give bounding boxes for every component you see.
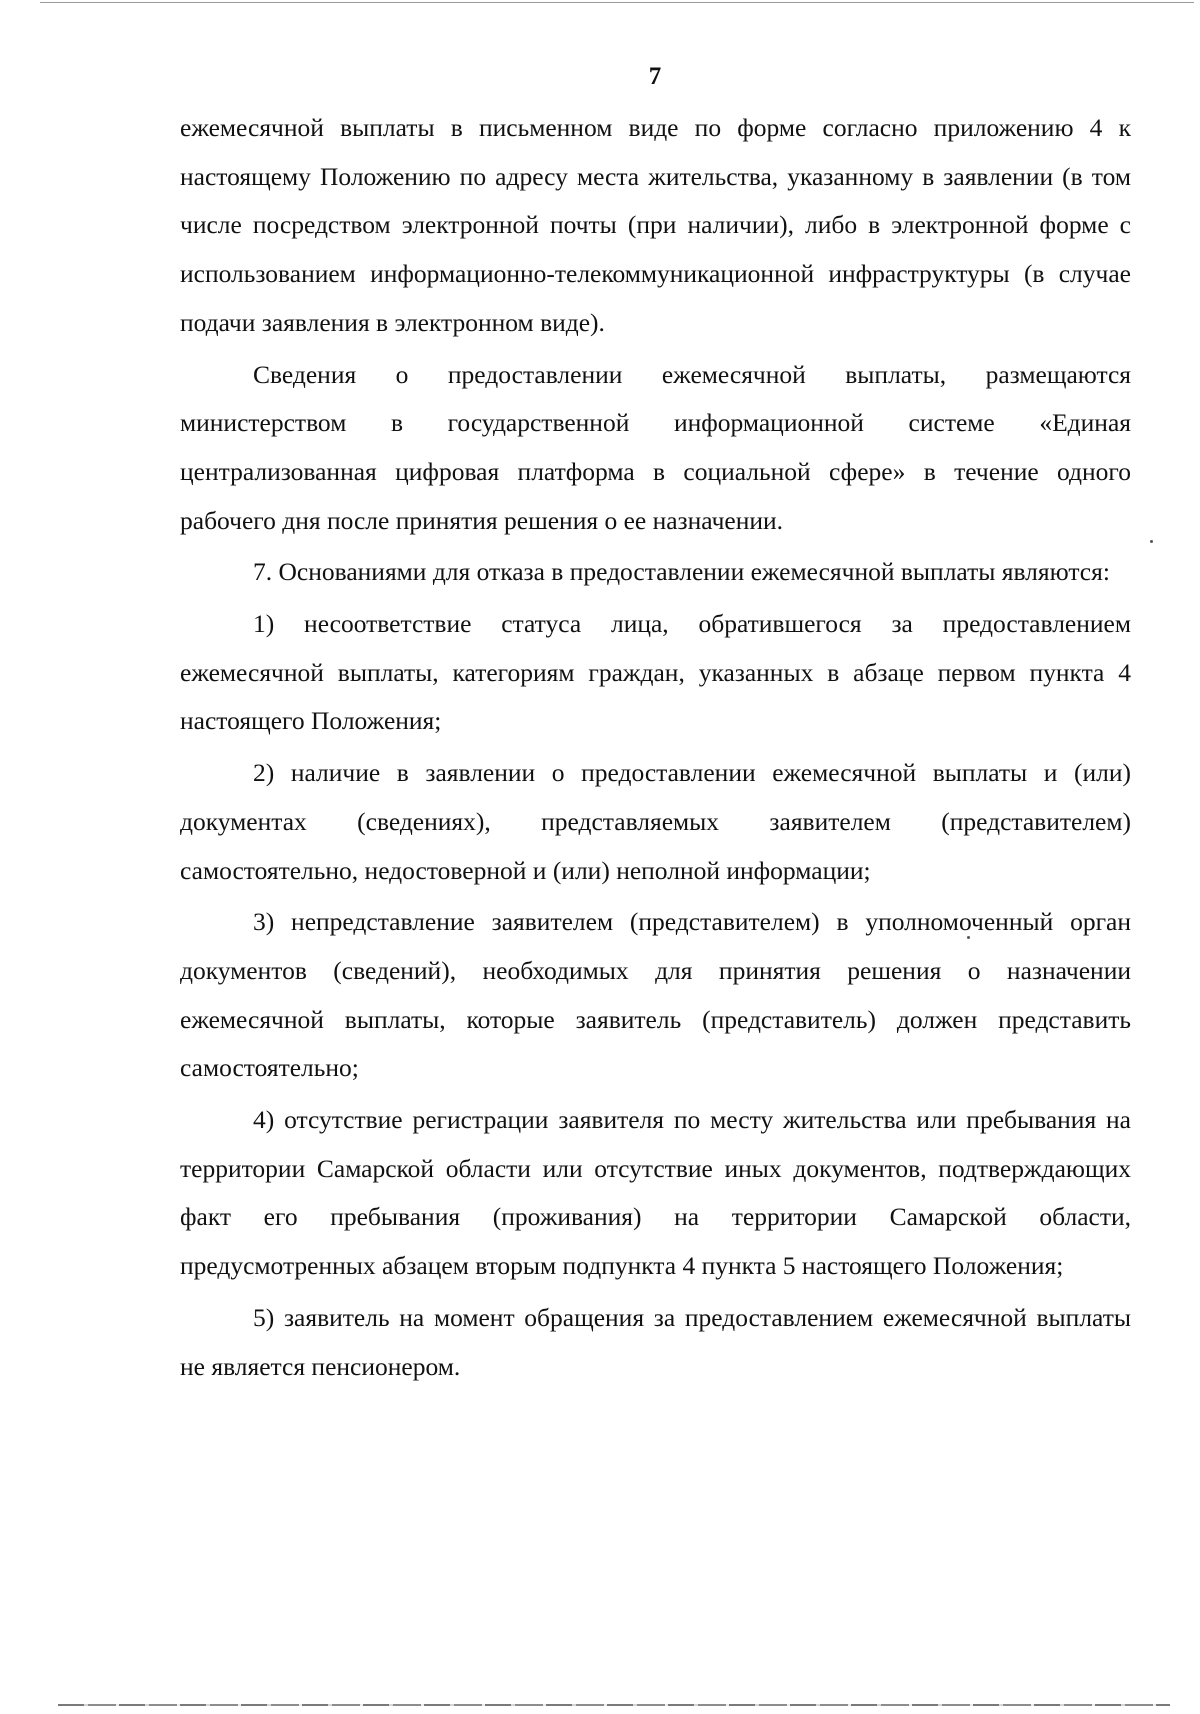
paragraph-information-placement: Сведения о предоставлении ежемесячной выплаты, размещаются министерством в государственной информационной системе «Единая централизованная цифровая платформа в социальной сфере» в течение одного рабочего дня после принятия решения о ее назначении. bbox=[180, 359, 1131, 535]
scan-edge-bottom bbox=[58, 1704, 1170, 1706]
paragraph-continuation: ежемесячной выплаты в письменном виде по форме согласно приложению 4 к настоящему Положению по адресу места жительства, указанному в заявлении (в том числе посредством электронной почты (при наличии), либо в электронной форме с использованием информационно-телекоммуникационной инфраструктуры (в случае подачи заявления в электронном виде). bbox=[180, 113, 1131, 337]
document-body bbox=[180, 104, 1131, 1394]
list-item-ground-5: 5) заявитель на момент обращения за предоставлением ежемесячной выплаты не является пенсионером. bbox=[180, 1302, 1131, 1381]
list-item-ground-1: 1) несоответствие статуса лица, обратившегося за предоставлением ежемесячной выплаты, категориям граждан, указанных в абзаце первом пункта 4 настоящего Положения; bbox=[180, 609, 1131, 736]
page-number: 7 bbox=[648, 63, 662, 90]
list-item-ground-4: 4) отсутствие регистрации заявителя по месту жительства или пребывания на территории Самарской области или отсутствие иных документов, подтверждающих факт его пребывания (проживания) на территории Самарской области, предусмотренных абзацем вторым подпункта 4 пункта 5 настоящего Положения; bbox=[180, 1105, 1131, 1281]
paragraph-refusal-grounds-heading: 7. Основаниями для отказа в предоставлении ежемесячной выплаты являются: bbox=[253, 557, 1110, 587]
list-item-ground-2: 2) наличие в заявлении о предоставлении ежемесячной выплаты и (или) документах (сведениях), представляемых заявителем (представителем) самостоятельно, недостоверной и (или) неполной информации; bbox=[180, 758, 1131, 885]
scan-edge-top bbox=[40, 2, 1194, 3]
list-item-ground-3: 3) непредставление заявителем (представителем) в уполномоченный орган документов (сведений), необходимых для принятия решения о назначении ежемесячной выплаты, которые заявитель (представитель) должен представить самостоятельно; bbox=[180, 907, 1131, 1083]
scan-speck bbox=[1150, 540, 1153, 543]
